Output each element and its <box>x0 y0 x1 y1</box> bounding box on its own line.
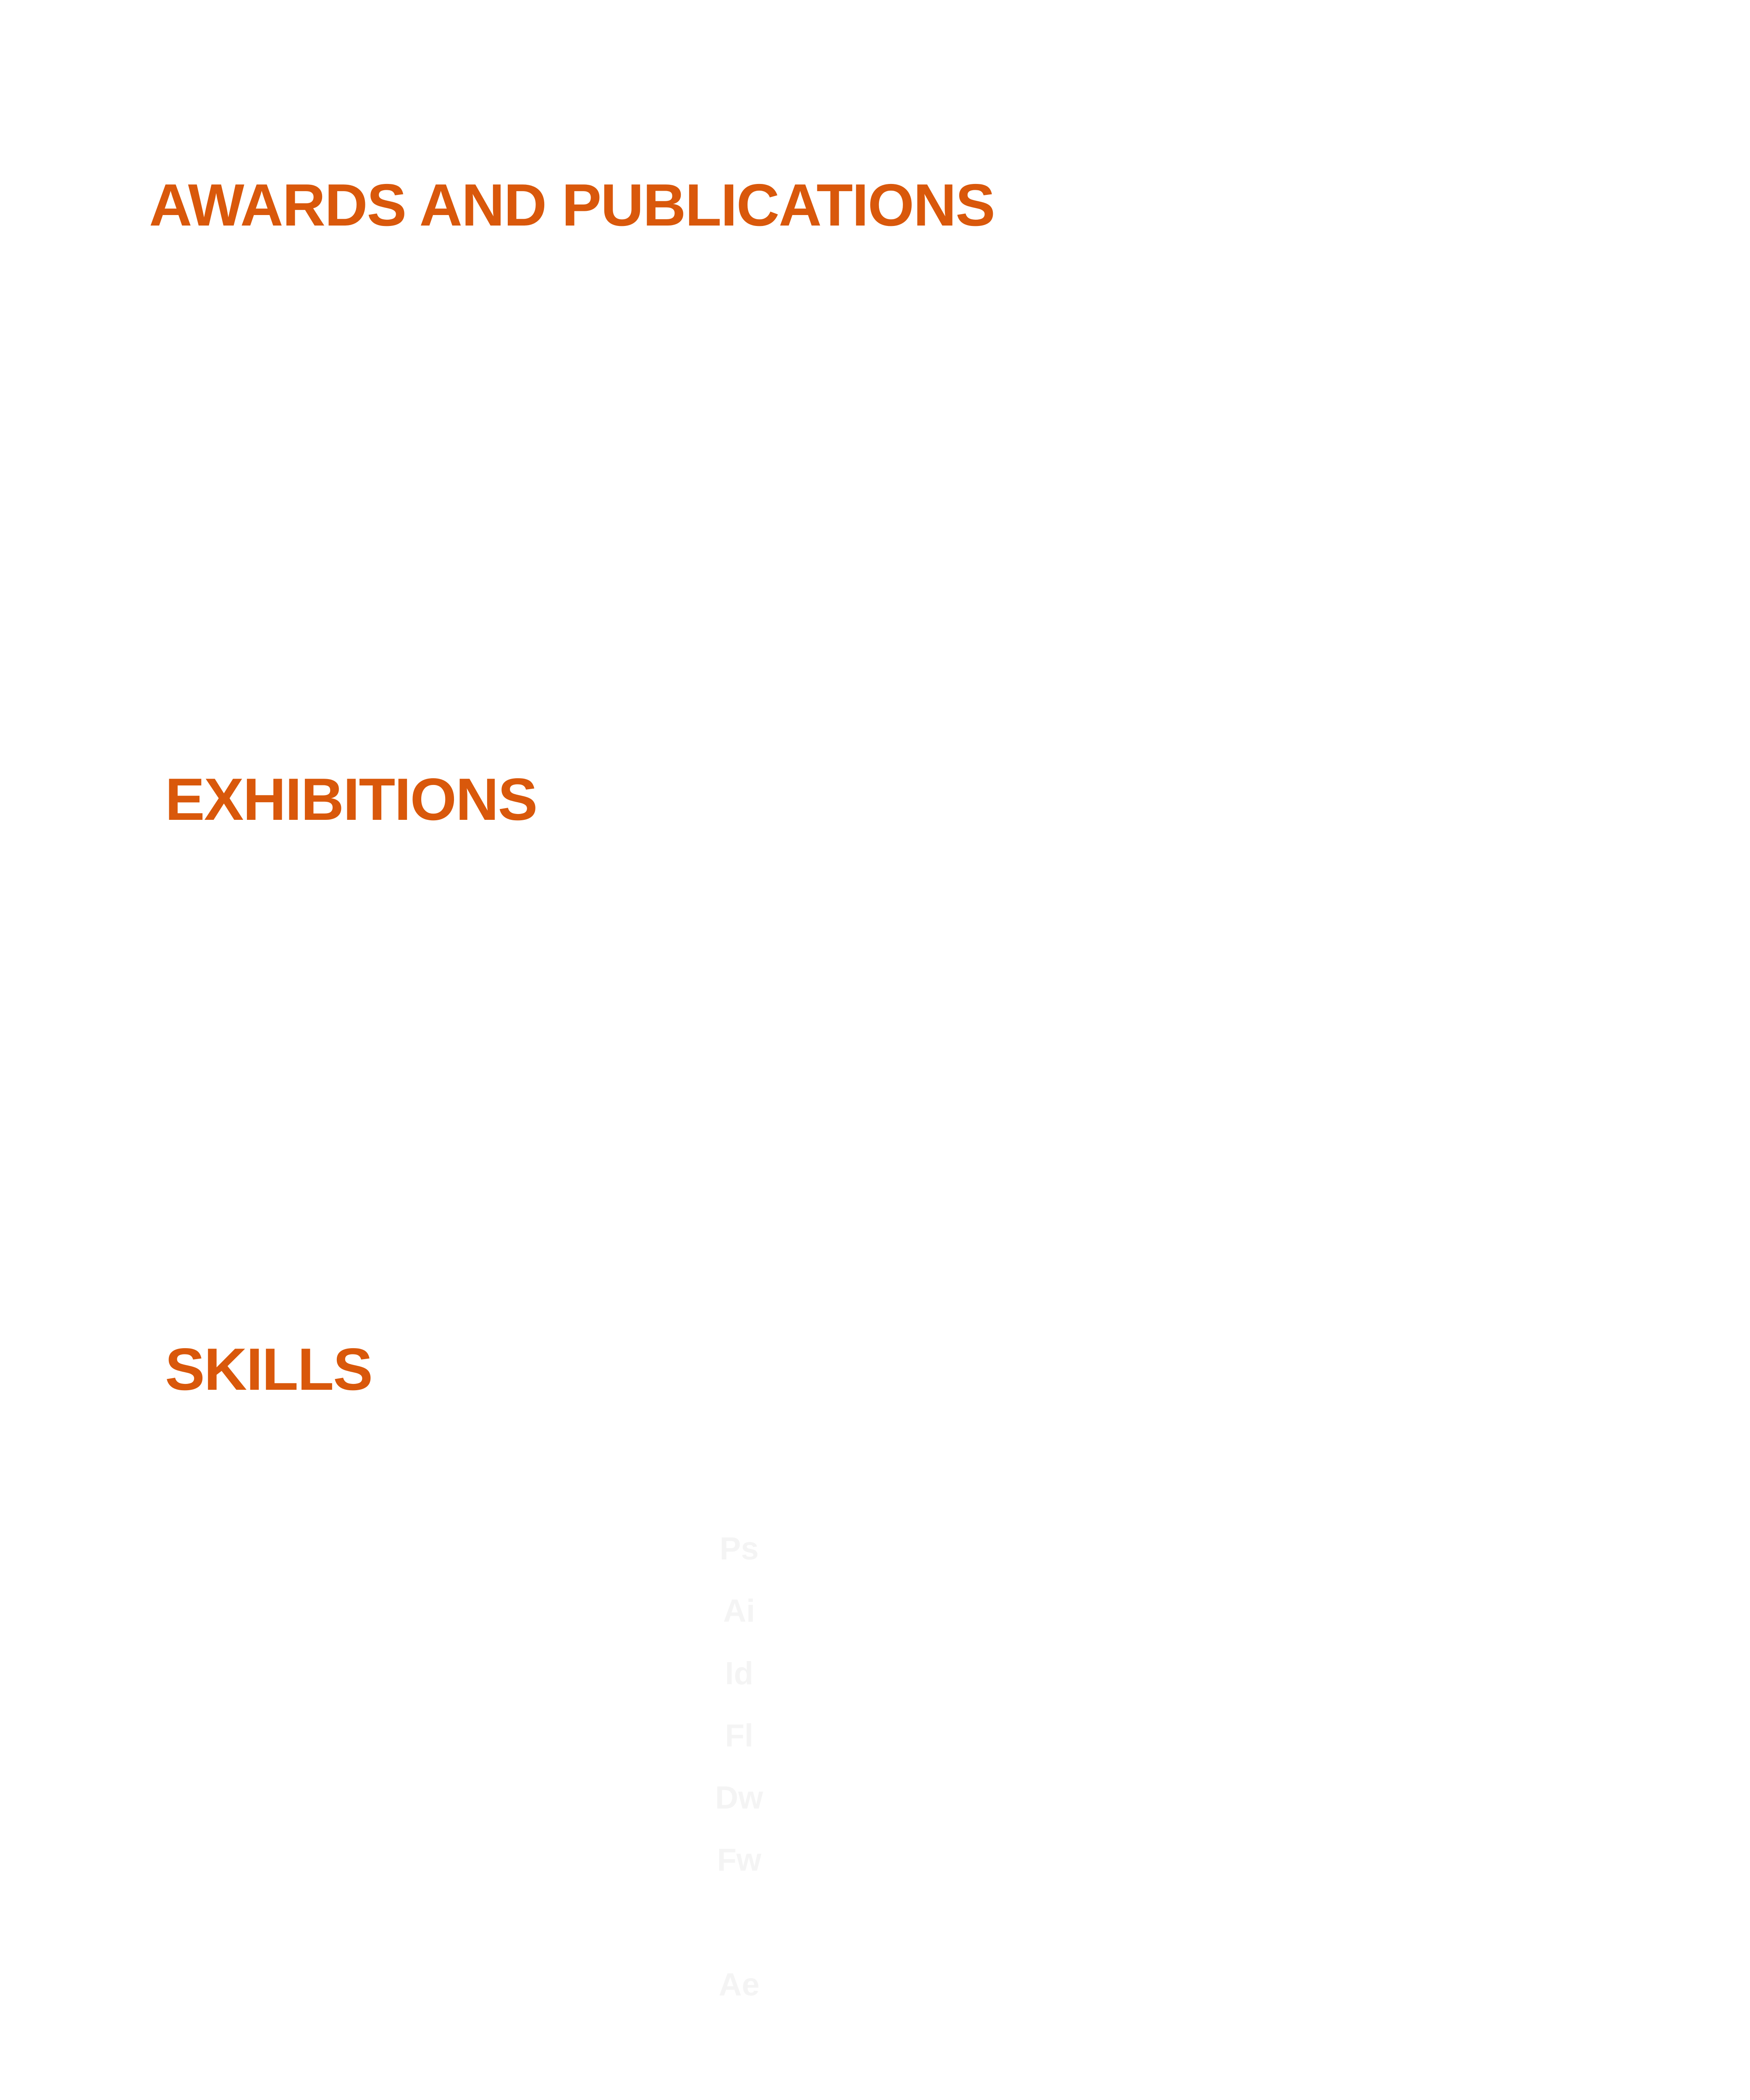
exhibitions-heading: EXHIBITIONS <box>165 766 537 833</box>
skills-list <box>697 1520 781 2045</box>
skills-heading: SKILLS <box>165 1336 372 1403</box>
skill-label-indesign: Id <box>725 1656 753 1691</box>
skill-label-fireworks: Fw <box>717 1842 761 1878</box>
skill-label-dreamweaver: Dw <box>715 1780 763 1816</box>
skill-label-after-effects: Ae <box>719 1967 760 2003</box>
awards-and-publications-heading: AWARDS AND PUBLICATIONS <box>149 172 994 239</box>
skill-label-flash: Fl <box>725 1718 753 1754</box>
skill-label-photoshop: Ps <box>719 1531 759 1567</box>
skill-label-illustrator: Ai <box>723 1593 755 1629</box>
